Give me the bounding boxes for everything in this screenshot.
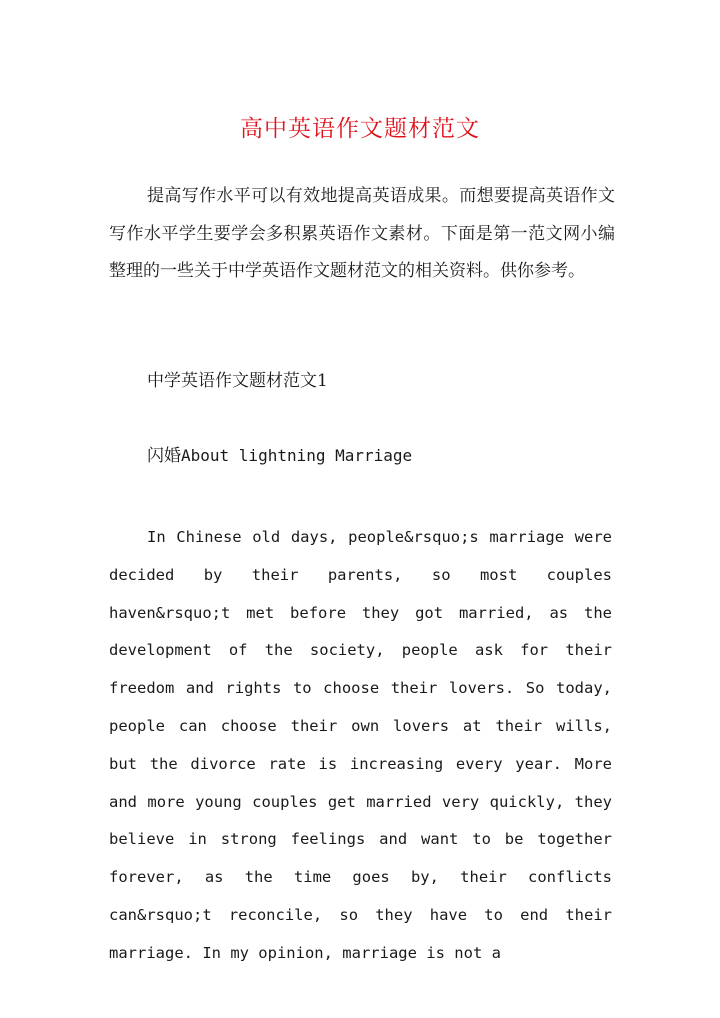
intro-paragraph: 提高写作水平可以有效地提高英语成果。而想要提高英语作文写作水平学生要学会多积累英语作文素材。下面是第一范文网小编整理的一些关于中学英语作文题材范文的相关资料。供你参考。 <box>109 186 615 281</box>
essay-title-english: About lightning Marriage <box>181 446 413 465</box>
document-title: 高中英语作文题材范文 <box>240 116 480 142</box>
essay-title <box>147 443 412 469</box>
section-heading: 中学英语作文题材范文1 <box>147 371 328 391</box>
essay-body: In Chinese old days, people&rsquo;s marriage were decided by their parents, so most couples haven&rsquo;t met before they got married, as the development of the society, people ask for their freedom and rights to choose their lovers. So today, people can choose their own lovers at their wills, but the divorce rate is increasing every year. More and more young couples get married very quickly, they believe in strong feelings and want to be together forever, as the time goes by, their conflicts can&rsquo;t reconcile, so they have to end their marriage. In my opinion, marriage is not a <box>109 528 612 962</box>
essay-title-chinese: 闪婚 <box>147 446 181 466</box>
